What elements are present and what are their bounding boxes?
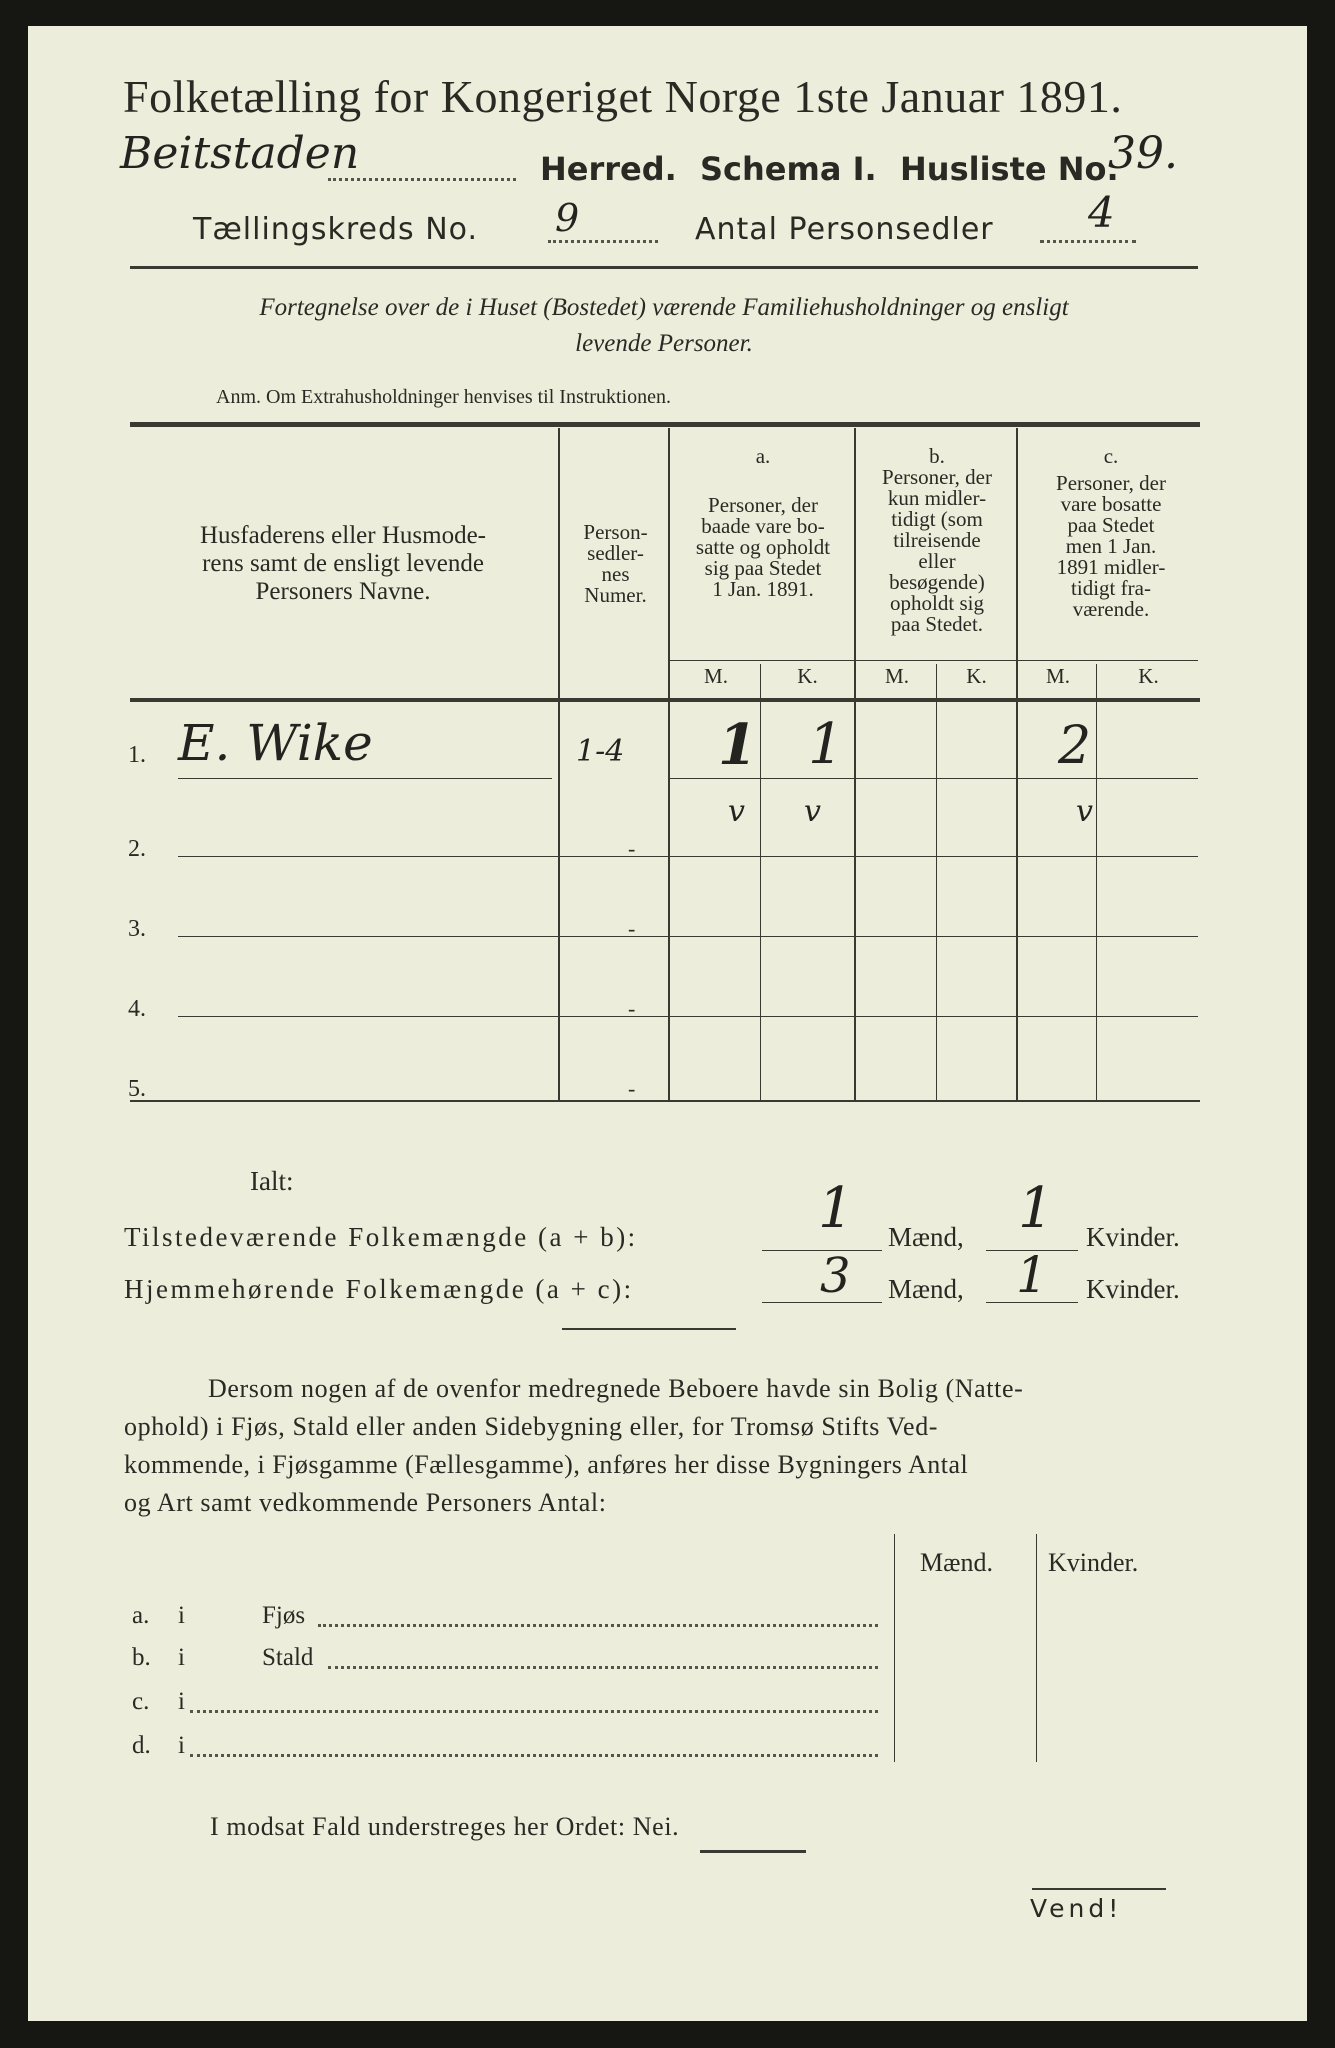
intro-line-1: Fortegnelse over de i Huset (Bostedet) værende Familiehusholdninger og ensligt bbox=[259, 294, 1069, 321]
row-no-3: 3. bbox=[128, 916, 146, 942]
tilstede-label: Tilstedeværende Folkemængde (a + b): bbox=[124, 1222, 638, 1252]
hjemme-kvinder-value: 1 bbox=[1016, 1246, 1048, 1304]
hjemme-label: Hjemmehørende Folkemængde (a + c): bbox=[124, 1274, 634, 1304]
col-header-c-l4: men 1 Jan. bbox=[1065, 534, 1157, 558]
buildings-para-1: Dersom nogen af de ovenfor medregnede Beboere havde sin Bolig (Natte- bbox=[208, 1374, 1024, 1403]
building-row-c-dots bbox=[190, 1710, 878, 1713]
building-row-b-label: Stald bbox=[262, 1644, 314, 1671]
col-header-num-l1: Person- bbox=[583, 520, 648, 544]
row-num-1: 1-4 bbox=[576, 734, 625, 769]
building-row-d-prefix: i bbox=[178, 1732, 185, 1759]
husliste-value: 39. bbox=[1108, 128, 1178, 179]
col-header-name-l1: Husfaderens eller Husmode- bbox=[199, 522, 486, 549]
anm-note: Anm. Om Extrahusholdninger henvises til Instruktionen. bbox=[216, 386, 671, 408]
col-header-c bbox=[1020, 446, 1202, 620]
c-m-header: M. bbox=[1046, 664, 1070, 688]
form-title: Folketælling for Kongeriget Norge 1ste Januar 1891. bbox=[123, 71, 1123, 122]
table-top-rule bbox=[130, 422, 1200, 427]
col-header-c-l2: vare bosatte bbox=[1060, 492, 1162, 516]
row-c-m-1: 2 bbox=[1058, 716, 1092, 776]
buildings-para-4: og Art samt vedkommende Personers Antal: bbox=[124, 1488, 607, 1517]
hjemme-maend-value: 3 bbox=[820, 1248, 851, 1304]
building-row-a-dots bbox=[318, 1624, 878, 1627]
col-header-b-l5: eller bbox=[918, 549, 956, 573]
row-num-5: - bbox=[628, 1076, 636, 1101]
col-header-b-l3: tidigt (som bbox=[891, 507, 983, 531]
tilstede-kvinder-value: 1 bbox=[1018, 1176, 1054, 1241]
hjemme-kvinder-label: Kvinder. bbox=[1086, 1274, 1180, 1304]
col-header-name-l3: Personers Navne. bbox=[255, 578, 431, 605]
col-header-a-l2: baade vare bo- bbox=[701, 514, 825, 538]
col-header-b-l6: besøgende) bbox=[889, 570, 985, 594]
kreds-label: Tællingskreds No. bbox=[193, 212, 478, 247]
schema-label: Schema I. bbox=[700, 150, 877, 188]
building-row-c-letter: c. bbox=[132, 1688, 150, 1715]
col-header-a-letter: a. bbox=[755, 444, 771, 468]
tilstede-maend-label: Mænd, bbox=[888, 1222, 964, 1252]
row-num-3: - bbox=[628, 916, 636, 941]
a-m-header: M. bbox=[704, 664, 728, 688]
section-divider bbox=[562, 1328, 736, 1330]
buildings-col-divider-2 bbox=[1036, 1534, 1037, 1762]
row-a-m-1: 1 bbox=[718, 712, 757, 778]
header-rule bbox=[130, 266, 1198, 269]
building-row-d-dots bbox=[190, 1754, 878, 1757]
herred-dotted-line bbox=[328, 178, 516, 181]
intro-line-2: levende Personer. bbox=[575, 330, 753, 357]
col-header-b-letter: b. bbox=[929, 444, 945, 468]
row-check-a-m-1: v bbox=[728, 794, 745, 829]
col-header-a-l4: sig paa Stedet bbox=[704, 556, 822, 580]
col-header-a-l3: satte og opholdt bbox=[695, 535, 831, 559]
buildings-kvinder-head: Kvinder. bbox=[1048, 1548, 1139, 1577]
modsat-note: I modsat Fald understreges her Ordet: Nei. bbox=[210, 1812, 680, 1841]
building-row-c-prefix: i bbox=[178, 1688, 185, 1715]
antal-value: 4 bbox=[1088, 188, 1115, 237]
row-a-k-1: 1 bbox=[808, 712, 844, 777]
buildings-para-2: ophold) i Fjøs, Stald eller anden Sidebygning eller, for Tromsø Stifts Ved- bbox=[124, 1412, 939, 1441]
col-header-c-l5: 1891 midler- bbox=[1056, 555, 1166, 579]
mk-header-rule bbox=[670, 660, 1198, 661]
building-row-b-prefix: i bbox=[178, 1644, 185, 1671]
building-row-a-label: Fjøs bbox=[262, 1602, 306, 1629]
hjemme-maend-label: Mænd, bbox=[888, 1274, 964, 1304]
b-m-header: M. bbox=[885, 664, 909, 688]
row-num-4: - bbox=[628, 996, 636, 1021]
col-header-num-l2: sedler- bbox=[587, 541, 644, 565]
buildings-maend-head: Mænd. bbox=[920, 1548, 993, 1577]
building-row-d-letter: d. bbox=[132, 1732, 151, 1759]
kreds-dotted-line bbox=[548, 240, 658, 243]
building-row-b-dots bbox=[328, 1666, 878, 1669]
row-check-a-k-1: v bbox=[804, 794, 821, 829]
col-header-c-l1: Personer, der bbox=[1056, 471, 1166, 495]
nei-underline bbox=[700, 1850, 806, 1853]
col-header-a bbox=[673, 446, 853, 600]
col-header-c-l6: tidigt fra- bbox=[1071, 576, 1151, 600]
col-header-name-l2: rens samt de ensligt levende bbox=[202, 550, 484, 577]
row-1-underline bbox=[178, 778, 552, 779]
herred-label: Herred. bbox=[540, 150, 677, 188]
col-divider-num bbox=[668, 428, 670, 1100]
herred-value: Beitstaden bbox=[120, 128, 360, 179]
b-k-header: K. bbox=[966, 664, 987, 688]
table-header-rule bbox=[130, 698, 1200, 702]
row-no-5: 5. bbox=[128, 1076, 146, 1102]
kreds-value: 9 bbox=[555, 196, 580, 240]
buildings-para-3: kommende, i Fjøsgamme (Fællesgamme), anføres her disse Bygningers Antal bbox=[124, 1450, 969, 1479]
row-4-rule bbox=[178, 1016, 1198, 1017]
row-num-2: - bbox=[628, 836, 636, 861]
col-header-b-l7: opholdt sig bbox=[890, 591, 984, 615]
table-bottom-rule bbox=[130, 1100, 1200, 1102]
census-form bbox=[28, 26, 1307, 2021]
row-no-4: 4. bbox=[128, 996, 146, 1022]
row-no-2: 2. bbox=[128, 836, 146, 862]
buildings-col-divider-1 bbox=[894, 1534, 895, 1762]
col-header-a-l5: 1 Jan. 1891. bbox=[712, 577, 814, 601]
row-no-1: 1. bbox=[128, 742, 146, 768]
col-divider-a-mk bbox=[760, 664, 761, 1100]
col-header-a-l1: Personer, der bbox=[708, 493, 818, 517]
tilstede-maend-value: 1 bbox=[818, 1176, 854, 1241]
col-divider-a bbox=[854, 428, 856, 1100]
col-divider-name bbox=[558, 428, 560, 1100]
col-divider-c-mk bbox=[1096, 664, 1097, 1100]
antal-dotted-line bbox=[1040, 240, 1136, 243]
col-divider-b-mk bbox=[936, 664, 937, 1100]
col-header-b-l8: paa Stedet. bbox=[890, 612, 984, 636]
vend-label: Vend! bbox=[1030, 1894, 1123, 1923]
col-header-c-letter: c. bbox=[1103, 444, 1119, 468]
row-name-1: E. Wike bbox=[178, 714, 373, 772]
c-k-header: K. bbox=[1138, 664, 1159, 688]
col-header-num-l4: Numer. bbox=[584, 583, 647, 607]
col-header-c-l3: paa Stedet bbox=[1067, 513, 1155, 537]
row-check-c-m-1: v bbox=[1076, 794, 1093, 829]
row-3-rule bbox=[178, 936, 1198, 937]
col-header-name bbox=[138, 522, 548, 606]
row-2-rule bbox=[178, 856, 1198, 857]
col-header-b-l4: tilreisende bbox=[893, 528, 981, 552]
building-row-b-letter: b. bbox=[132, 1644, 151, 1671]
row-1-rule bbox=[670, 778, 1198, 779]
col-header-num-l3: nes bbox=[601, 562, 630, 586]
building-row-a-prefix: i bbox=[178, 1602, 185, 1629]
tilstede-kvinder-label: Kvinder. bbox=[1086, 1222, 1180, 1252]
husliste-label: Husliste No. bbox=[900, 150, 1119, 188]
col-header-num bbox=[563, 522, 668, 606]
a-k-header: K. bbox=[797, 664, 818, 688]
col-divider-b bbox=[1016, 428, 1018, 1100]
col-header-c-l7: værende. bbox=[1072, 597, 1150, 621]
building-row-a-letter: a. bbox=[132, 1602, 150, 1629]
ialt-label: Ialt: bbox=[250, 1166, 294, 1196]
vend-rule bbox=[1032, 1888, 1166, 1890]
col-header-b-l1: Personer, der bbox=[882, 465, 992, 489]
col-header-b bbox=[858, 446, 1016, 635]
col-header-b-l2: kun midler- bbox=[887, 486, 987, 510]
antal-label: Antal Personsedler bbox=[695, 212, 994, 247]
